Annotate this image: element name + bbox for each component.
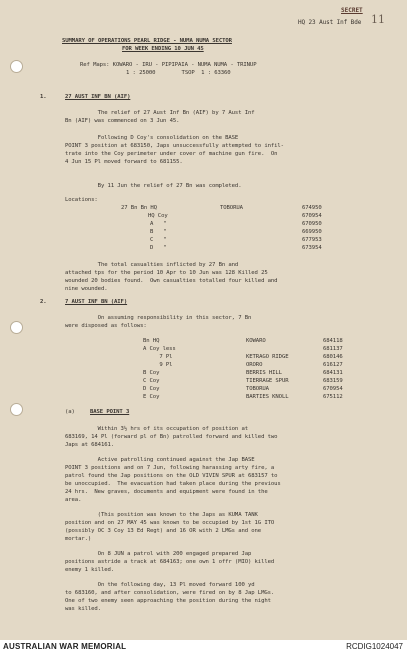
location-unit: HQ Coy (148, 213, 168, 219)
paragraph-line: (This position was known to the Japs as KUMA TANK (65, 512, 258, 518)
punch-hole (10, 60, 23, 73)
disposition-unit: B Coy (143, 370, 160, 376)
disposition-place: ORORO (246, 362, 263, 368)
paragraph-line: On assuming responsibility in this sector, 7 Bn (65, 315, 252, 321)
paragraph-line: (possibly OC 3 Coy 13 Ed Regt) and 16 OR with 2 LMGs and one (65, 528, 262, 534)
disposition-unit: 9 Pl (143, 362, 173, 368)
paragraph-line: mortar.) (65, 536, 92, 542)
paragraph-line: Active patrolling continued against the Jap BASE (65, 457, 255, 463)
paragraph-line: were disposed as follows: (65, 323, 147, 329)
record-id: RCDIG1024047 (346, 642, 403, 651)
paragraph-line: Bn (AIF) was commenced on 3 Jun 45. (65, 118, 180, 124)
paragraph-line: 4 Jun 15 Pl moved forward to 681155. (65, 159, 183, 165)
subsection-a-heading: BASE POINT 3 (90, 409, 130, 415)
punch-hole (10, 321, 23, 334)
location-unit: B " (150, 229, 167, 235)
disposition-ref: 675112 (323, 394, 343, 400)
paragraph-line: The total casualties inflicted by 27 Bn and (65, 262, 239, 268)
paragraph-line: trate into the Coy perimeter under cover of machine gun fire. On (65, 151, 278, 157)
paragraph-line: Within 3½ hrs of its occupation of position at (65, 426, 248, 432)
paragraph-line: attached tps for the period 10 Apr to 10 Jun was 128 Killed 25 (65, 270, 268, 276)
paragraph-line: POINT 3 positions and on 7 Jun, following harassing arty fire, a (65, 465, 275, 471)
summary-title: SUMMARY OF OPERATIONS PEARL RIDGE - NUMA NUMA SECTOR (62, 38, 232, 44)
section-1-number: 1. (40, 94, 47, 100)
paragraph-line: 24 hrs. New graves, documents and equipment were found in the (65, 489, 268, 495)
summary-subtitle: FOR WEEK ENDING 10 JUN 45 (122, 46, 204, 52)
location-unit: A " (150, 221, 167, 227)
disposition-ref: 616127 (323, 362, 343, 368)
disposition-unit: A Coy less (143, 346, 176, 352)
paragraph-line: to 683160, and after consolidation, were fired on by 8 Jap LMGs. (65, 590, 275, 596)
location-unit: 27 Bn Bn HQ (121, 205, 157, 211)
disposition-unit: D Coy (143, 386, 160, 392)
disposition-place: BARTIES KNOLL (246, 394, 289, 400)
disposition-ref: 670954 (323, 386, 343, 392)
paragraph-line: On the following day, 13 Pl moved forward 100 yd (65, 582, 255, 588)
section-2-number: 2. (40, 299, 47, 305)
disposition-ref: 684118 (323, 338, 343, 344)
location-place: TOBORUA (220, 205, 243, 211)
disposition-unit: Bn HQ (143, 338, 160, 344)
paragraph-line: 683169, 14 Pl (forward pl of Bn) patrolled forward and killed two (65, 434, 278, 440)
handwritten-reference: 11 (371, 13, 385, 26)
paragraph-line: wounded 20 bodies found. Own casualties totalled four killed and (65, 278, 278, 284)
location-unit: C " (150, 237, 167, 243)
paragraph-line: positions astride a track at 684163; one own 1 offr (MIO) killed (65, 559, 275, 565)
paragraph-line: enemy 1 killed. (65, 567, 115, 573)
paragraph-line: On 8 JUN a patrol with 200 engaged prepared Jap (65, 551, 252, 557)
paragraph-line: patrol found the Jap positions on the OLD VIVIN SPUR at 683157 to (65, 473, 278, 479)
punch-hole (10, 403, 23, 416)
paragraph-line: Japs at 684161. (65, 442, 115, 448)
location-ref: 674950 (302, 205, 322, 211)
archive-name: AUSTRALIAN WAR MEMORIAL (3, 642, 127, 651)
disposition-unit: E Coy (143, 394, 160, 400)
disposition-ref: 684131 (323, 370, 343, 376)
archive-footer (0, 640, 407, 654)
ref-maps: Ref Maps: KOWARO - IRU - PIPIPAIA - NUMA NUMA - TRINUP (80, 62, 257, 68)
disposition-unit: 7 Pl (143, 354, 173, 360)
location-ref: 670954 (302, 213, 322, 219)
disposition-ref: 681137 (323, 346, 343, 352)
section-2-heading: 7 AUST INF BN (AIF) (65, 299, 128, 305)
paragraph-line: nine wounded. (65, 286, 108, 292)
disposition-ref: 680146 (323, 354, 343, 360)
location-ref: 669950 (302, 229, 322, 235)
paragraph-line: be unoccupied. The evacuation had taken place during the previous (65, 481, 281, 487)
unit-header: HQ 23 Aust Inf Bde (298, 19, 362, 26)
location-unit: D " (150, 245, 167, 251)
location-ref: 673954 (302, 245, 322, 251)
paragraph-line: area. (65, 497, 82, 503)
location-ref: 677953 (302, 237, 322, 243)
paragraph-line: One of two enemy seen approaching the position during the night (65, 598, 271, 604)
paragraph-line: POINT 3 position at 683150, Japs unsuccessfully attempted to infil- (65, 143, 284, 149)
disposition-ref: 683159 (323, 378, 343, 384)
paragraph-line: The relief of 27 Aust Inf Bn (AIF) by 7 Aust Inf (65, 110, 255, 116)
disposition-place: TIERRAGE SPUR (246, 378, 289, 384)
disposition-place: TOBORUA (246, 386, 269, 392)
disposition-unit: C Coy (143, 378, 160, 384)
secret-stamp: SECRET (341, 7, 363, 14)
section-1-heading: 27 AUST INF BN (AIF) (65, 94, 131, 100)
subsection-a-label: (a) (65, 409, 75, 415)
paragraph-line: By 11 Jun the relief of 27 Bn was completed. (65, 183, 242, 189)
locations-label: Locations: (65, 197, 98, 203)
paragraph-line: position and on 27 MAY 45 was known to be occupied by 1st 1G ITO (65, 520, 275, 526)
disposition-place: KOWARO (246, 338, 266, 344)
disposition-place: KETRAGO RIDGE (246, 354, 289, 360)
paragraph-line: Following D Coy's consolidation on the BASE (65, 135, 239, 141)
ref-maps-scale: 1 : 25000 TSOP 1 : 63360 (126, 70, 231, 76)
paragraph-line: was killed. (65, 606, 101, 612)
disposition-place: BERRIS HILL (246, 370, 282, 376)
location-ref: 670950 (302, 221, 322, 227)
